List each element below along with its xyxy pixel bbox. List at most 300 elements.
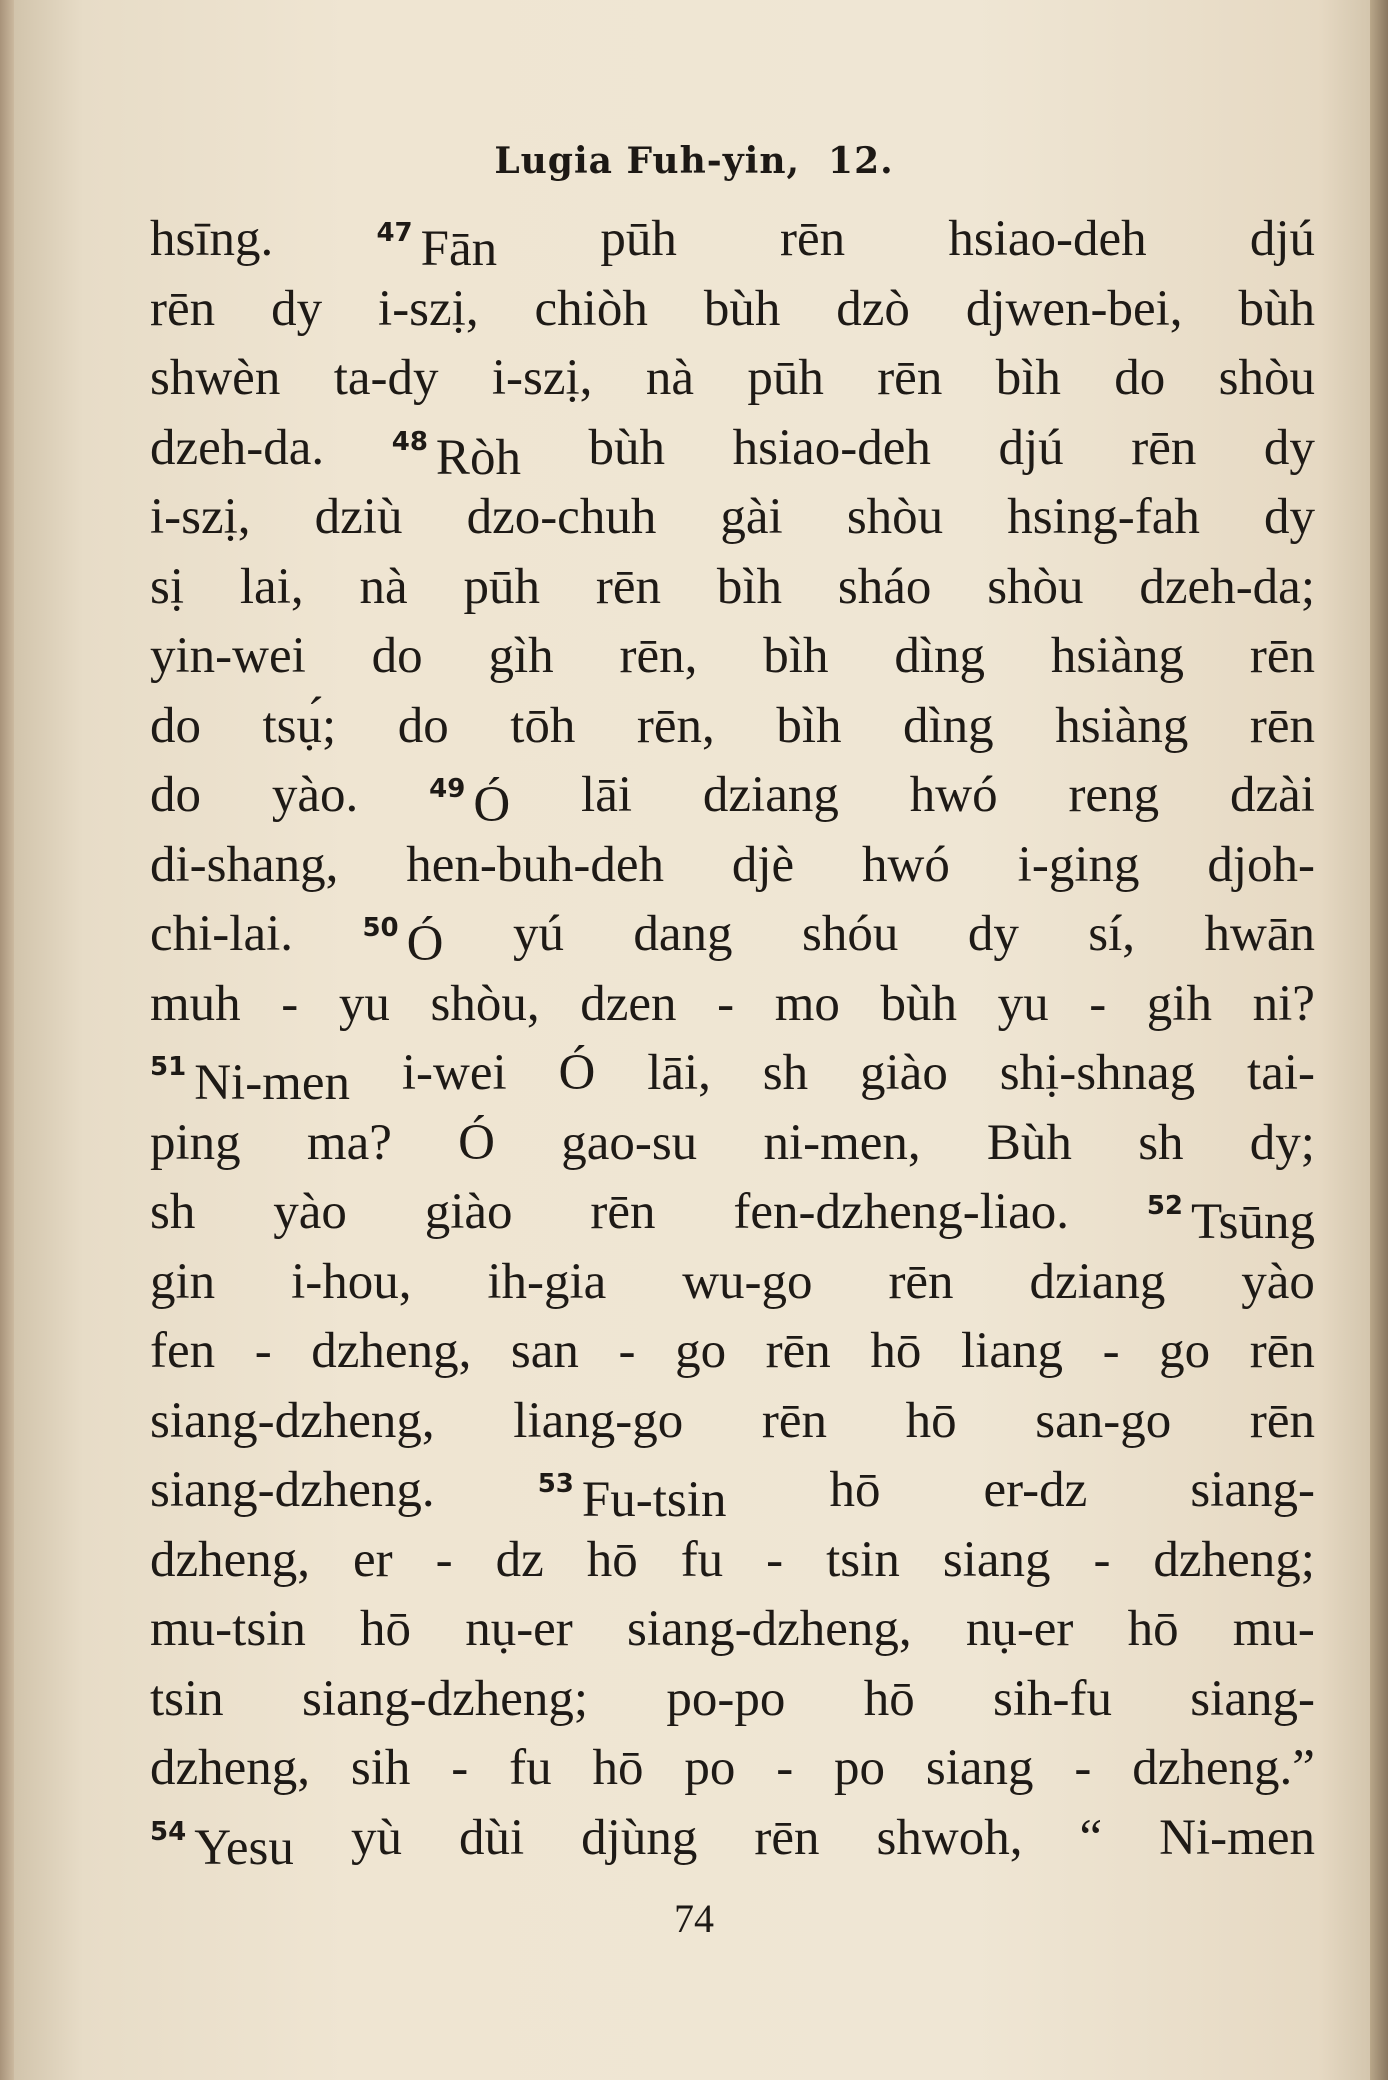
- word: [263, 692, 337, 762]
- word: [150, 831, 338, 901]
- word-text: dzeh-da;: [1139, 558, 1315, 615]
- word-text: dzò: [836, 280, 910, 337]
- word-text: -: [1074, 1740, 1092, 1796]
- word-text: tōh: [510, 697, 576, 754]
- word-text: Ó: [458, 1114, 495, 1171]
- word: [150, 900, 293, 970]
- word: [675, 1317, 726, 1387]
- text-line: [150, 1665, 1315, 1735]
- word-text: Fān: [420, 221, 498, 277]
- word: [425, 1178, 513, 1248]
- word-text: reng: [1068, 767, 1160, 823]
- word: [1250, 205, 1315, 275]
- word-text: sh: [762, 1045, 809, 1101]
- word: [864, 1665, 915, 1735]
- text-line: [150, 1595, 1315, 1665]
- word: [406, 831, 664, 901]
- word: [776, 692, 841, 762]
- word: [150, 1178, 195, 1248]
- text-line: [150, 622, 1315, 692]
- word-text: dzo-chuh: [466, 489, 657, 545]
- word-text: shwoh,: [876, 1809, 1023, 1866]
- word: [998, 970, 1049, 1040]
- word: [271, 275, 322, 345]
- word: [1018, 831, 1140, 901]
- word: [987, 1109, 1072, 1179]
- word: [763, 1109, 920, 1179]
- word: [682, 1248, 812, 1318]
- word: [592, 1734, 643, 1804]
- verse-number: 48: [391, 426, 428, 457]
- word-text: dziang: [702, 767, 839, 823]
- word: [1055, 692, 1188, 762]
- word-text: gih: [1146, 975, 1212, 1032]
- word-text: hsiàng: [1050, 628, 1184, 684]
- word: [362, 900, 443, 970]
- word-text: dìng: [894, 628, 985, 684]
- word: [150, 205, 273, 275]
- word: [353, 1526, 393, 1596]
- word-text: Ó: [473, 777, 511, 833]
- word-text: bìh: [763, 628, 829, 684]
- word-text: bìh: [995, 350, 1061, 406]
- word-text: siang-: [1190, 1462, 1315, 1518]
- word-text: shwèn: [150, 350, 281, 406]
- word-text: tsụ́;: [262, 697, 337, 754]
- word-text: bìh: [776, 697, 842, 754]
- word: [1089, 970, 1106, 1040]
- word-text: mo: [774, 975, 840, 1032]
- word: [581, 1804, 697, 1874]
- word: [754, 1804, 819, 1874]
- word: [436, 1526, 453, 1596]
- word: [681, 1526, 723, 1596]
- word: [763, 1039, 808, 1109]
- word-text: rēn: [150, 280, 216, 337]
- word-text: hsīng.: [150, 211, 274, 267]
- word-text: do: [150, 767, 201, 823]
- word: [339, 970, 390, 1040]
- word: [834, 1734, 885, 1804]
- word: [1074, 1734, 1091, 1804]
- word-text: sh: [150, 1184, 196, 1240]
- word-text: -: [451, 1740, 469, 1796]
- word: [703, 761, 839, 831]
- word-text: gài: [720, 489, 783, 545]
- body-text: [150, 205, 1315, 1876]
- word: [1241, 1248, 1315, 1318]
- word: [559, 1039, 596, 1109]
- word-text: Yesu: [194, 1819, 294, 1876]
- word: [150, 622, 306, 692]
- word: [590, 1178, 655, 1248]
- word: [513, 1387, 683, 1457]
- word-text: wu-go: [682, 1253, 813, 1310]
- word: [302, 1665, 588, 1735]
- word-text: Tsūng: [1191, 1194, 1315, 1250]
- word-text: yu: [338, 975, 390, 1032]
- word: [966, 275, 1183, 345]
- verse-number: 50: [362, 913, 399, 943]
- word-text: i-szị,: [378, 280, 479, 337]
- word-text: -: [254, 1323, 272, 1379]
- word: [150, 275, 215, 345]
- word: [996, 344, 1061, 414]
- word-text: shòu,: [430, 975, 540, 1032]
- word: [1250, 692, 1315, 762]
- word-text: dzheng.”: [1132, 1740, 1315, 1796]
- word-text: do: [371, 628, 423, 684]
- text-line: [150, 1248, 1315, 1318]
- word-text: sháo: [837, 558, 932, 615]
- word: [1250, 1109, 1315, 1179]
- word-text: er: [353, 1531, 393, 1588]
- word-text: i-wei: [401, 1045, 507, 1101]
- word-text: gin: [150, 1253, 216, 1310]
- word: [1114, 344, 1165, 414]
- word-text: tsin: [150, 1670, 224, 1727]
- word: [1000, 1039, 1195, 1109]
- verse-number: 52: [1146, 1191, 1184, 1221]
- word-text: siang: [942, 1531, 1051, 1588]
- word: [589, 414, 666, 484]
- word-text: yin-wei: [150, 628, 306, 684]
- word-text: er-dz: [983, 1462, 1088, 1518]
- word-text: hen-buh-deh: [406, 836, 664, 893]
- word-text: ma?: [306, 1114, 392, 1171]
- text-line: [150, 275, 1315, 345]
- word: [150, 1665, 224, 1735]
- word: [762, 1387, 827, 1457]
- word: [150, 692, 201, 762]
- word-text: dang: [633, 906, 733, 962]
- word: [1139, 553, 1315, 623]
- word-text: hō: [592, 1740, 644, 1796]
- word: [429, 761, 510, 831]
- word-text: dy: [1263, 419, 1315, 476]
- word: [430, 970, 539, 1040]
- word: [1190, 1665, 1315, 1735]
- word: [627, 1595, 912, 1665]
- text-line: [150, 1109, 1315, 1179]
- word: [993, 1665, 1112, 1735]
- word-text: hō: [905, 1392, 957, 1449]
- word: [763, 622, 828, 692]
- word-text: hō: [1127, 1601, 1179, 1657]
- word-text: nà: [359, 558, 408, 615]
- word-text: ni?: [1252, 975, 1315, 1032]
- word: [776, 1734, 793, 1804]
- word-text: rēn: [754, 1809, 820, 1866]
- word-text: djè: [731, 836, 795, 893]
- word: [836, 275, 910, 345]
- text-line: [150, 483, 1315, 553]
- word: [894, 622, 985, 692]
- word: [1190, 1456, 1315, 1526]
- word: [496, 1526, 544, 1596]
- word-text: hwān: [1204, 906, 1315, 962]
- word: [240, 553, 304, 623]
- word-text: ping: [150, 1114, 241, 1171]
- word: [487, 1248, 606, 1318]
- word-text: shị-shnag: [999, 1045, 1196, 1101]
- word: [1239, 275, 1316, 345]
- word-text: bùh: [703, 280, 781, 337]
- word-text: shòu: [846, 489, 944, 545]
- word-text: sị: [150, 558, 185, 615]
- word-text: nụ-er: [965, 1601, 1074, 1657]
- word: [1132, 1734, 1315, 1804]
- word-text: dzen: [580, 975, 677, 1032]
- word: [489, 622, 554, 692]
- word-text: Fu-tsin: [581, 1472, 727, 1528]
- word-text: po-po: [666, 1670, 786, 1727]
- word: [150, 1387, 435, 1457]
- word: [1093, 1526, 1110, 1596]
- word: [961, 1317, 1063, 1387]
- word: [334, 344, 439, 414]
- word: [1233, 1595, 1315, 1665]
- word-text: -: [776, 1740, 794, 1796]
- text-line: [150, 1734, 1315, 1804]
- word-text: liang: [960, 1323, 1063, 1379]
- word: [1205, 900, 1315, 970]
- word: [315, 483, 403, 553]
- word-text: rēn: [1249, 628, 1315, 684]
- word-text: Ni-men: [1159, 1809, 1315, 1866]
- word-text: dziù: [314, 489, 403, 545]
- word-text: dzheng,: [311, 1323, 472, 1379]
- word: [580, 970, 676, 1040]
- verse-number: 53: [537, 1469, 574, 1499]
- word: [903, 692, 994, 762]
- word: [291, 1248, 411, 1318]
- word-text: hsiao-deh: [948, 211, 1147, 267]
- word-text: rēn: [595, 558, 661, 615]
- word-text: lai,: [239, 558, 304, 615]
- word-text: liang-go: [513, 1392, 684, 1449]
- word-text: rēn: [877, 350, 943, 406]
- word: [1128, 1595, 1179, 1665]
- word-text: do: [150, 697, 201, 754]
- word-text: siang: [925, 1740, 1034, 1796]
- word: [870, 1317, 921, 1387]
- word: [511, 1317, 579, 1387]
- word-text: san-go: [1035, 1392, 1172, 1449]
- word-text: -: [1089, 975, 1107, 1032]
- word-text: -: [717, 975, 735, 1032]
- word: [150, 1595, 306, 1665]
- word: [596, 553, 661, 623]
- word-text: rēn: [780, 211, 846, 267]
- word: [150, 1526, 310, 1596]
- word-text: rēn,: [636, 697, 715, 754]
- word-text: i-szị,: [150, 489, 251, 545]
- word: [451, 1734, 468, 1804]
- word-text: ni-men,: [763, 1114, 921, 1171]
- word-text: do: [1114, 350, 1166, 406]
- word: [372, 622, 423, 692]
- word-text: yù: [350, 1809, 402, 1866]
- word-text: djoh-: [1207, 836, 1315, 893]
- word-text: fen: [150, 1323, 216, 1379]
- word: [1159, 1804, 1315, 1874]
- word: [684, 1734, 735, 1804]
- word: [392, 414, 521, 484]
- word-text: giào: [860, 1045, 948, 1101]
- word-text: hsiao-deh: [732, 419, 931, 476]
- word: [647, 1039, 711, 1109]
- verse-number: 51: [150, 1052, 187, 1082]
- word: [465, 1595, 573, 1665]
- word-text: yú: [512, 906, 564, 962]
- word-text: go: [1159, 1323, 1211, 1379]
- word-text: dziang: [1029, 1253, 1166, 1310]
- word: [1219, 344, 1315, 414]
- word-text: pūh: [463, 558, 540, 615]
- word: [513, 900, 564, 970]
- text-line: [150, 900, 1315, 970]
- word-text: po: [684, 1740, 736, 1796]
- word: [1247, 1039, 1315, 1109]
- word-text: Ó: [406, 916, 444, 972]
- word-text: do: [397, 697, 449, 754]
- word: [862, 831, 950, 901]
- word: [1253, 970, 1315, 1040]
- word: [910, 761, 998, 831]
- word-text: yào: [1241, 1253, 1315, 1310]
- verse-number: 54: [150, 1816, 187, 1847]
- word-text: rēn,: [619, 628, 698, 684]
- word: [459, 1804, 524, 1874]
- text-line: [150, 1178, 1315, 1248]
- word-text: dzheng,: [150, 1531, 311, 1588]
- word-text: hō: [829, 1462, 881, 1518]
- word: [1103, 1317, 1120, 1387]
- word: [378, 275, 479, 345]
- text-line: [150, 692, 1315, 762]
- text-line: [150, 1804, 1315, 1874]
- text-line: [150, 831, 1315, 901]
- word-text: Ròh: [435, 429, 521, 486]
- word: [860, 1039, 948, 1109]
- word: [150, 1039, 350, 1109]
- word-text: siang-dzheng,: [150, 1392, 435, 1449]
- word: [150, 1456, 435, 1526]
- word: [359, 553, 407, 623]
- book-title: Lugia Fuh-yin,: [494, 140, 801, 182]
- word: [704, 275, 781, 345]
- word: [1153, 1526, 1314, 1596]
- verse-number: 49: [429, 774, 466, 804]
- word-text: hō: [586, 1531, 638, 1588]
- word-text: dy: [271, 280, 323, 337]
- word-text: Ó: [558, 1045, 596, 1101]
- word-text: bùh: [880, 975, 957, 1032]
- page-edge: [1370, 0, 1388, 2080]
- word-text: lāi: [581, 767, 633, 823]
- word: [351, 1804, 402, 1874]
- word: [880, 970, 957, 1040]
- text-line: [150, 1526, 1315, 1596]
- verse-number: 47: [376, 218, 413, 248]
- word-text: djú: [1249, 211, 1315, 267]
- word: [906, 1387, 957, 1457]
- word-text: shòu: [1218, 350, 1315, 406]
- word-text: di-shang,: [150, 836, 339, 893]
- word-text: chi-lai.: [150, 906, 294, 962]
- word: [838, 553, 931, 623]
- word-text: nụ-er: [465, 1601, 573, 1657]
- word: [458, 1109, 495, 1179]
- word: [1147, 970, 1212, 1040]
- word: [968, 900, 1019, 970]
- word: [926, 1734, 1034, 1804]
- text-line: [150, 344, 1315, 414]
- word: [1250, 622, 1315, 692]
- word: [1007, 483, 1200, 553]
- word: [1051, 622, 1184, 692]
- chapter-number: 12.: [828, 140, 894, 182]
- word: [1264, 414, 1315, 484]
- word-text: chiòh: [534, 280, 648, 337]
- word-text: muh: [150, 975, 241, 1032]
- word: [1068, 761, 1159, 831]
- word: [351, 1734, 411, 1804]
- word-text: i-hou,: [291, 1253, 412, 1310]
- word: [1035, 1387, 1171, 1457]
- word: [311, 1317, 471, 1387]
- word: [717, 970, 734, 1040]
- word-text: -: [618, 1323, 636, 1379]
- word-text: lāi,: [647, 1045, 711, 1101]
- word-text: dy: [967, 906, 1019, 962]
- word: [600, 205, 677, 275]
- word-text: siang-: [1190, 1670, 1315, 1727]
- word: [1207, 831, 1315, 901]
- word-text: fu: [680, 1531, 724, 1588]
- word: [877, 344, 942, 414]
- word: [620, 622, 698, 692]
- word: [1250, 1387, 1315, 1457]
- word-text: shóu: [802, 906, 899, 962]
- word-text: yu: [997, 975, 1049, 1032]
- page-gutter-shadow: [0, 0, 14, 2080]
- word: [847, 483, 943, 553]
- word: [619, 1317, 636, 1387]
- word: [826, 1526, 900, 1596]
- word-text: siang-dzheng,: [626, 1601, 912, 1657]
- word-text: nà: [645, 350, 694, 406]
- word-text: Ni-men: [194, 1055, 350, 1111]
- word-text: dzheng,: [150, 1740, 311, 1796]
- word-text: hsing-fah: [1007, 489, 1200, 545]
- word: [720, 483, 782, 553]
- word-text: mu-tsin: [150, 1601, 306, 1657]
- word-text: gao-su: [561, 1114, 698, 1171]
- text-line: [150, 761, 1315, 831]
- word: [830, 1456, 881, 1526]
- word-text: djwen-bei,: [965, 280, 1183, 337]
- text-line: [150, 1317, 1315, 1387]
- word-text: -: [281, 975, 299, 1032]
- word: [666, 1665, 785, 1735]
- word: [732, 831, 794, 901]
- word-text: “: [1079, 1809, 1103, 1866]
- word-text: yào: [273, 1184, 347, 1240]
- word: [150, 1804, 294, 1874]
- word: [775, 970, 840, 1040]
